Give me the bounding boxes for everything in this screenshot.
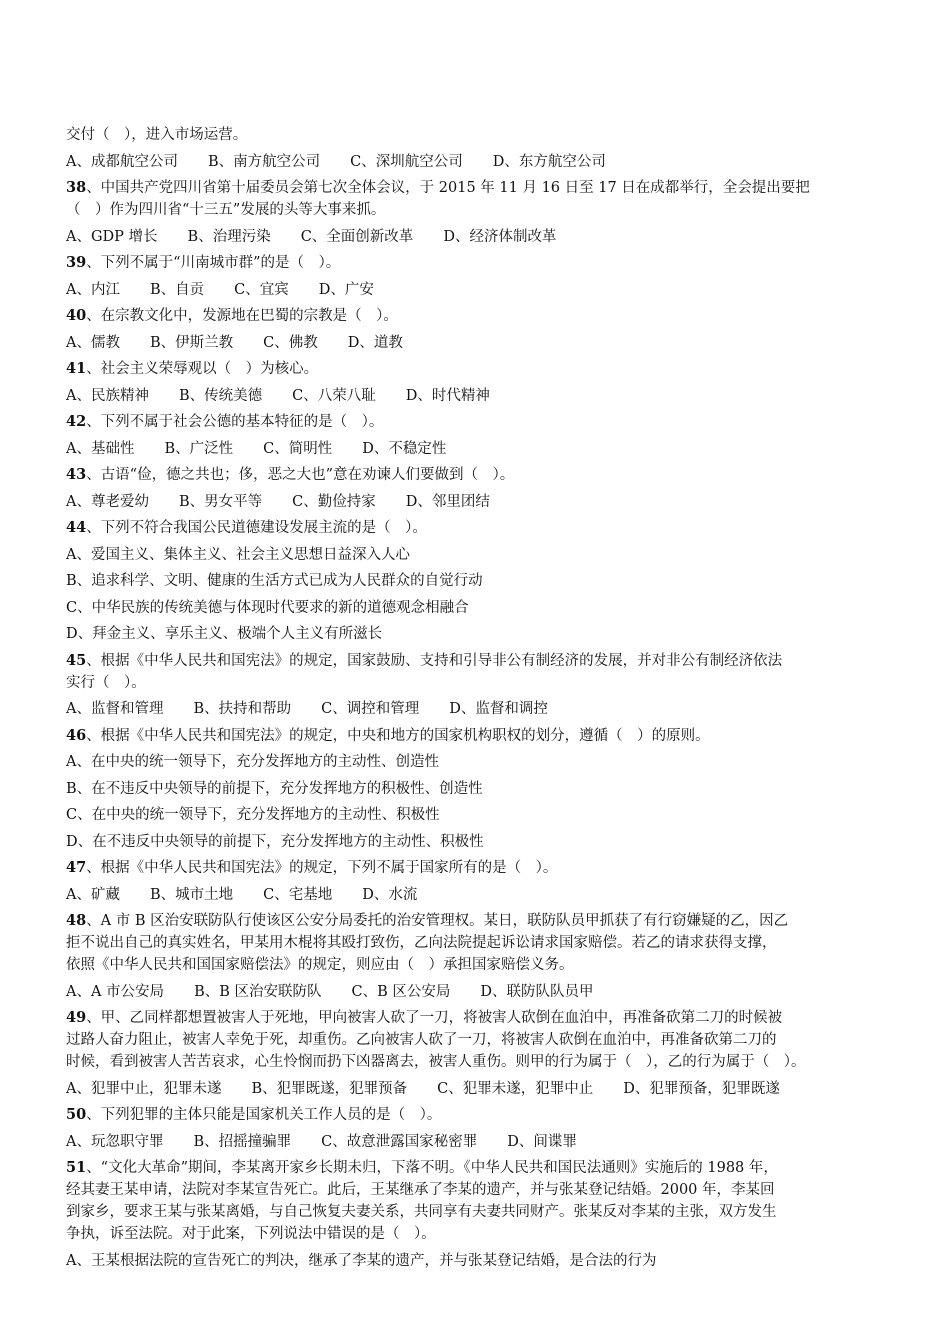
answer-option-line: A、在中央的统一领导下，充分发挥地方的主动性、创造性	[66, 754, 439, 770]
answer-option: C、八荣八耻	[292, 387, 376, 404]
answer-option-line: B、追求科学、文明、健康的生活方式已成为人民群众的自觉行动	[66, 573, 483, 589]
option-row	[66, 884, 886, 906]
option-row	[66, 1131, 886, 1153]
question-line	[66, 1157, 886, 1179]
answer-option-line: A、王某根据法院的宣告死亡的判决，继承了李某的遗产，并与张某登记结婚，是合法的行为	[66, 1252, 657, 1269]
question-text: 、下列不属于“川南城市群”的是（ ）。	[86, 255, 341, 271]
question-number: 47	[66, 859, 87, 876]
answer-option-line: D、在不违反中央领导的前提下，充分发挥地方的主动性、积极性	[66, 833, 484, 850]
question-text: 、在宗教文化中，发源地在巴蜀的宗教是（ ）。	[86, 308, 398, 324]
answer-option: A、监督和管理	[66, 701, 164, 717]
answer-option: D、道教	[347, 334, 403, 351]
question-continuation: 时候，看到被害人苦苦哀求，心生怜悯而扔下凶器离去，被害人重伤。则甲的行为属于（ ），乙的行为属于（ ）。	[66, 1054, 806, 1070]
question-number: 48	[66, 912, 87, 929]
answer-option: B、扶持和帮助	[193, 701, 292, 717]
option-row	[66, 385, 886, 407]
question-text: 、根据《中华人民共和国宪法》的规定，国家鼓励、支持和引导非公有制经济的发展，并对非公有制经济依法	[86, 652, 783, 669]
answer-option: D、广安	[318, 281, 374, 298]
answer-option: B、治理污染	[187, 228, 271, 245]
question-continuation: 交付（ ），进入市场运营。	[66, 127, 248, 143]
answer-option: B、城市土地	[149, 886, 234, 903]
answer-option: B、南方航空公司	[207, 153, 321, 170]
answer-option: B、男女平等	[178, 493, 263, 510]
question-line	[66, 177, 886, 199]
question-number: 43	[66, 466, 87, 483]
answer-option-line: A、爱国主义、集体主义、社会主义思想日益深入人心	[66, 546, 410, 563]
answer-option: C、犯罪未遂，犯罪中止	[437, 1080, 594, 1097]
answer-option: A、内江	[66, 281, 120, 298]
question-text: 、社会主义荣辱观以（ ）为核心。	[86, 361, 319, 377]
option-row	[66, 279, 886, 301]
option-row	[66, 1078, 886, 1100]
answer-option: C、简明性	[263, 440, 333, 457]
option-row	[66, 226, 886, 248]
answer-option: A、矿藏	[66, 886, 120, 903]
answer-option: A、玩忽职守罪	[66, 1133, 164, 1150]
question-text: 、下列犯罪的主体只能是国家机关工作人员的是（ ）。	[86, 1107, 442, 1123]
question-line	[66, 411, 886, 433]
answer-option: B、伊斯兰教	[149, 334, 234, 351]
answer-option: C、宅基地	[263, 886, 333, 903]
question-text: 、甲、乙同样都想置被害人于死地，甲向被害人砍了一刀，将被害人砍倒在血泊中，再准备砍第二刀的时候被	[86, 1010, 783, 1026]
question-number: 42	[66, 413, 87, 430]
answer-option-line: C、在中央的统一领导下，充分发挥地方的主动性、积极性	[66, 807, 440, 823]
question-number: 51	[66, 1159, 87, 1176]
answer-option: D、监督和调控	[449, 701, 548, 717]
answer-option: C、佛教	[263, 334, 318, 351]
question-text: 、下列不符合我国公民道德建设发展主流的是（ ）。	[86, 520, 427, 536]
question-number: 50	[66, 1106, 87, 1123]
question-number: 40	[66, 307, 87, 324]
option-row	[66, 491, 886, 513]
option-row	[66, 151, 886, 173]
answer-option: A、尊老爱幼	[66, 493, 149, 510]
question-line	[66, 358, 886, 380]
question-continuation: 经其妻王某申请，法院对李某宣告死亡。此后，王某继承了李某的遗产，并与张某登记结婚。2000 年，李某回	[66, 1182, 775, 1198]
question-continuation: （ ）作为四川省“十三五”发展的头等大事来抓。	[66, 202, 386, 218]
answer-option: B、B 区治安联防队	[194, 983, 322, 1000]
question-continuation: 争执，诉至法院。对于此案，下列说法中错误的是（ ）。	[66, 1226, 436, 1242]
question-number: 44	[66, 519, 87, 536]
question-text: 、中国共产党四川省第十届委员会第七次全体会议，于 2015 年 11 月 16 日至 17 日在成都举行，全会提出要把	[86, 180, 810, 196]
answer-option: D、东方航空公司	[492, 153, 606, 170]
answer-option: D、间谍罪	[507, 1133, 577, 1150]
question-continuation: 过路人奋力阻止，被害人幸免于死，却重伤。乙向被害人砍了一刀，将被害人砍倒在血泊中，再准备砍第二刀的	[66, 1032, 777, 1048]
question-continuation: 拒不说出自己的真实姓名，甲某用木棍将其殴打致伤，乙向法院提起诉讼请求国家赔偿。若乙的请求获得支撑，	[66, 935, 777, 951]
answer-option: B、传统美德	[178, 387, 263, 404]
question-continuation: 依照《中华人民共和国国家赔偿法》的规定，则应由（ ）承担国家赔偿义务。	[66, 957, 574, 973]
answer-option: A、民族精神	[66, 387, 149, 404]
question-line	[66, 857, 886, 879]
answer-option: C、宜宾	[234, 281, 289, 298]
question-line	[66, 517, 886, 539]
question-number: 41	[66, 360, 87, 377]
question-number: 39	[66, 254, 87, 271]
answer-option: A、犯罪中止，犯罪未遂	[66, 1080, 222, 1097]
answer-option-line: C、中华民族的传统美德与体现时代要求的新的道德观念相融合	[66, 599, 469, 616]
answer-option: A、A 市公安局	[66, 983, 165, 1000]
answer-option-line: D、拜金主义、享乐主义、极端个人主义有所滋长	[66, 626, 383, 642]
answer-option: A、基础性	[66, 440, 135, 457]
question-continuation: 到家乡，要求王某与张某离婚，与自己恢复夫妻关系，共同享有夫妻共同财产。张某反对李某的主张，双方发生	[66, 1204, 777, 1220]
question-number: 46	[66, 726, 87, 744]
answer-option: A、儒教	[66, 334, 120, 351]
answer-option: D、犯罪预备，犯罪既遂	[623, 1080, 780, 1097]
option-row	[66, 438, 886, 460]
answer-option: B、犯罪既遂，犯罪预备	[251, 1080, 408, 1097]
question-line	[66, 252, 886, 274]
question-text: 、“文化大革命”期间，李某离开家乡长期未归，下落不明。《中华人民共和国民法通则》实施后的 1988 年，	[86, 1160, 778, 1176]
question-number: 45	[66, 651, 87, 669]
answer-option: D、经济体制改革	[443, 228, 557, 245]
answer-option: C、B 区公安局	[351, 983, 451, 1000]
answer-option: C、全面创新改革	[300, 228, 414, 245]
answer-option: B、广泛性	[164, 440, 234, 457]
answer-option: D、不稳定性	[362, 440, 447, 457]
answer-option: A、GDP 增长	[66, 228, 158, 245]
answer-option: B、自贡	[149, 281, 205, 298]
option-row	[66, 698, 886, 720]
question-line	[66, 910, 886, 932]
answer-option: D、邻里团结	[405, 493, 490, 510]
question-number: 49	[66, 1009, 87, 1026]
answer-option: C、故意泄露国家秘密罪	[321, 1133, 478, 1150]
answer-option: D、水流	[362, 886, 418, 903]
answer-option: B、招摇撞骗罪	[193, 1133, 292, 1150]
document-page	[66, 124, 886, 1272]
question-line	[66, 305, 886, 327]
answer-option: C、调控和管理	[321, 701, 420, 717]
question-text: 、根据《中华人民共和国宪法》的规定，中央和地方的国家机构职权的划分，遵循（ ）的原则。	[86, 727, 710, 744]
question-text: 、古语“俭，德之共也；侈，恶之大也”意在劝谏人们要做到（ ）。	[86, 467, 515, 483]
option-row	[66, 332, 886, 354]
answer-option: D、联防队队员甲	[480, 983, 594, 1000]
question-text: 、下列不属于社会公德的基本特征的是（ ）。	[86, 414, 384, 430]
question-line	[66, 650, 886, 672]
question-continuation: 实行（ ）。	[66, 674, 146, 691]
answer-option-line: B、在不违反中央领导的前提下，充分发挥地方的积极性、创造性	[66, 780, 483, 797]
question-line	[66, 1104, 886, 1126]
answer-option: C、深圳航空公司	[350, 153, 463, 170]
question-text: 、A 市 B 区治安联防队行使该区公安分局委托的治安管理权。某日，联防队员甲抓获了有行窃嫌疑的乙，因乙	[86, 913, 789, 929]
question-line	[66, 464, 886, 486]
question-line	[66, 1007, 886, 1029]
answer-option: C、勤俭持家	[292, 493, 376, 510]
option-row	[66, 981, 886, 1003]
answer-option: A、成都航空公司	[66, 153, 178, 170]
answer-option: D、时代精神	[405, 387, 490, 404]
question-number: 38	[66, 179, 87, 196]
question-text: 、根据《中华人民共和国宪法》的规定，下列不属于国家所有的是（ ）。	[86, 860, 558, 876]
question-line	[66, 725, 886, 747]
